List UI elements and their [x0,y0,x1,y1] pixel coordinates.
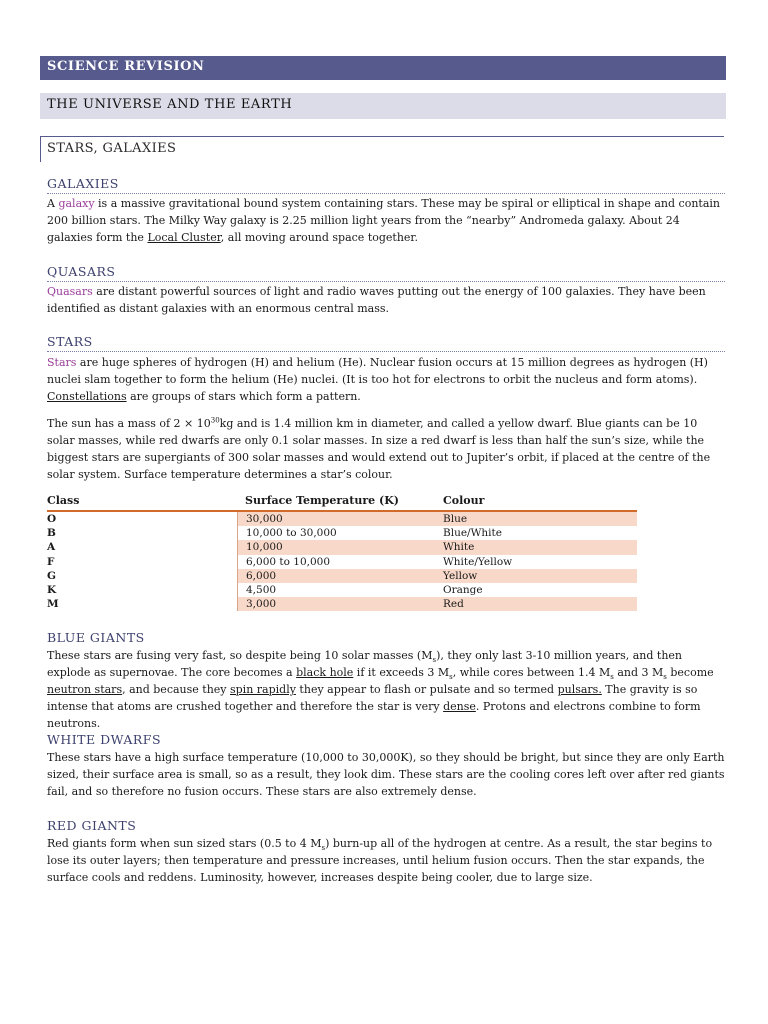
spin-rapidly-term: spin rapidly [230,683,296,696]
cell-temperature: 30,000 [237,512,435,526]
dense-term: dense [443,700,476,713]
cell-class: K [47,583,57,596]
table-header [47,494,637,512]
stars-paragraph: Stars are huge spheres of hydrogen (H) and helium (He). Nuclear fusion occurs at 15 million degrees as hydrogen (H) nuclei slam together to form the helium (He) nuclei. (It is too hot for electrons to orbit the nucleus and form atoms). Constellations are groups of stars which form a pattern. [47,356,708,403]
cell-colour: Orange [435,583,637,597]
cell-temperature: 10,000 to 30,000 [237,526,435,540]
red-giants-paragraph: Red giants form when sun sized stars (0.5 to 4 $M_s$) burn-up all of the hydrogen at centre. As a result, the star begins to lose its outer layers; then temperature and pressure increases, until helium fusion occurs. Then the star expands, the surface cools and reddens. Luminosity, however, increases despite being cooler, due to large size. [47,837,713,884]
galaxy-keyword: galaxy [58,197,95,210]
white-dwarfs-heading: WHITE DWARFS [47,732,162,747]
constellations-term: Constellations [47,390,127,403]
cell-temperature: 4,500 [237,583,435,597]
cell-temperature: 6,000 [237,569,435,583]
header-class: Class [47,494,80,507]
table-row [47,526,637,540]
section-title: STARS, GALAXIES [40,136,724,162]
table-row [47,540,637,554]
pulsars-term: pulsars. [557,683,602,696]
blue-giants-paragraph: These stars are fusing very fast, so despite being 10 solar masses $(M_s)$, they only last 3-10 million years, and then explode as supernovae. The core becomes a black hole if it exceeds 3 $M_s$, while cores between 1.4 $M_s$ and 3 $M_s$ become neutron stars, and because they spin rapidly they appear to flash or pulsate and so termed pulsars. The gravity is so intense that atoms are crushed together and therefore the star is very dense. Protons and electrons combine to form neutrons. [47,649,714,730]
stars-keyword: Stars [47,356,77,369]
cell-class: O [47,513,57,525]
topic-banner: THE UNIVERSE AND THE EARTH [40,93,726,119]
table-row [47,512,637,526]
quasars-heading: QUASARS [47,264,725,282]
black-hole-term: black hole [296,666,354,679]
neutron-stars-term: neutron stars [47,683,123,696]
cell-class: A [47,541,56,554]
quasars-paragraph: Quasars are distant powerful sources of light and radio waves putting out the energy of 100 galaxies. They have been identified as distant galaxies with an enormous central mass. [47,285,706,315]
cell-class: B [47,527,56,540]
table-row [47,569,637,583]
cell-class: G [47,569,56,582]
subject-banner: SCIENCE REVISION [40,56,726,80]
table-row [47,583,637,597]
table-row [47,597,637,611]
blue-giants-heading: BLUE GIANTS [47,630,145,645]
red-giants-heading: RED GIANTS [47,818,137,833]
star-class-table [47,494,637,611]
header-colour: Colour [443,494,485,507]
cell-colour: Yellow [435,569,637,583]
cell-temperature: 3,000 [237,597,435,611]
cell-temperature: 10,000 [237,540,435,554]
cell-colour: Red [435,597,637,611]
table-row [47,555,637,569]
sun-paragraph: The sun has a mass of $2 \times 10^{30}kg$ and is 1.4 million km in diameter, and called a yellow dwarf. Blue giants can be 10 solar masses, while red dwarfs are only 0.1 solar masses. In size a red dwarf is less than half the sun’s size, while the biggest stars are supergiants of 300 solar masses and would extend out to Jupiter’s orbit, if placed at the centre of the solar system. Surface temperature determines a star’s colour. [47,416,711,481]
galaxies-paragraph: A galaxy is a massive gravitational bound system containing stars. These may be spiral or elliptical in shape and contain 200 billion stars. The Milky Way galaxy is 2.25 million light years from the “nearby” Andromeda galaxy. About 24 galaxies form the Local Cluster, all moving around space together. [47,197,720,244]
white-dwarfs-paragraph: These stars have a high surface temperature (10,000 to 30,000K), so they should be bright, but since they are only Earth sized, their surface area is small, so as a result, they look dim. These stars are the cooling cores left over after red giants fail, and so therefore no fusion occurs. These stars are also extremely dense. [47,751,725,798]
cell-colour: White/Yellow [435,555,637,569]
cell-class: F [47,555,55,568]
cell-class: M [47,598,59,611]
header-temperature: Surface Temperature (K) [245,494,399,507]
cell-colour: Blue/White [435,526,637,540]
galaxies-heading: GALAXIES [47,176,725,194]
local-cluster-term: Local Cluster [147,231,221,244]
cell-colour: White [435,540,637,554]
cell-colour: Blue [435,512,637,526]
stars-heading: STARS [47,334,725,352]
cell-temperature: 6,000 to 10,000 [237,555,435,569]
quasars-keyword: Quasars [47,285,93,298]
